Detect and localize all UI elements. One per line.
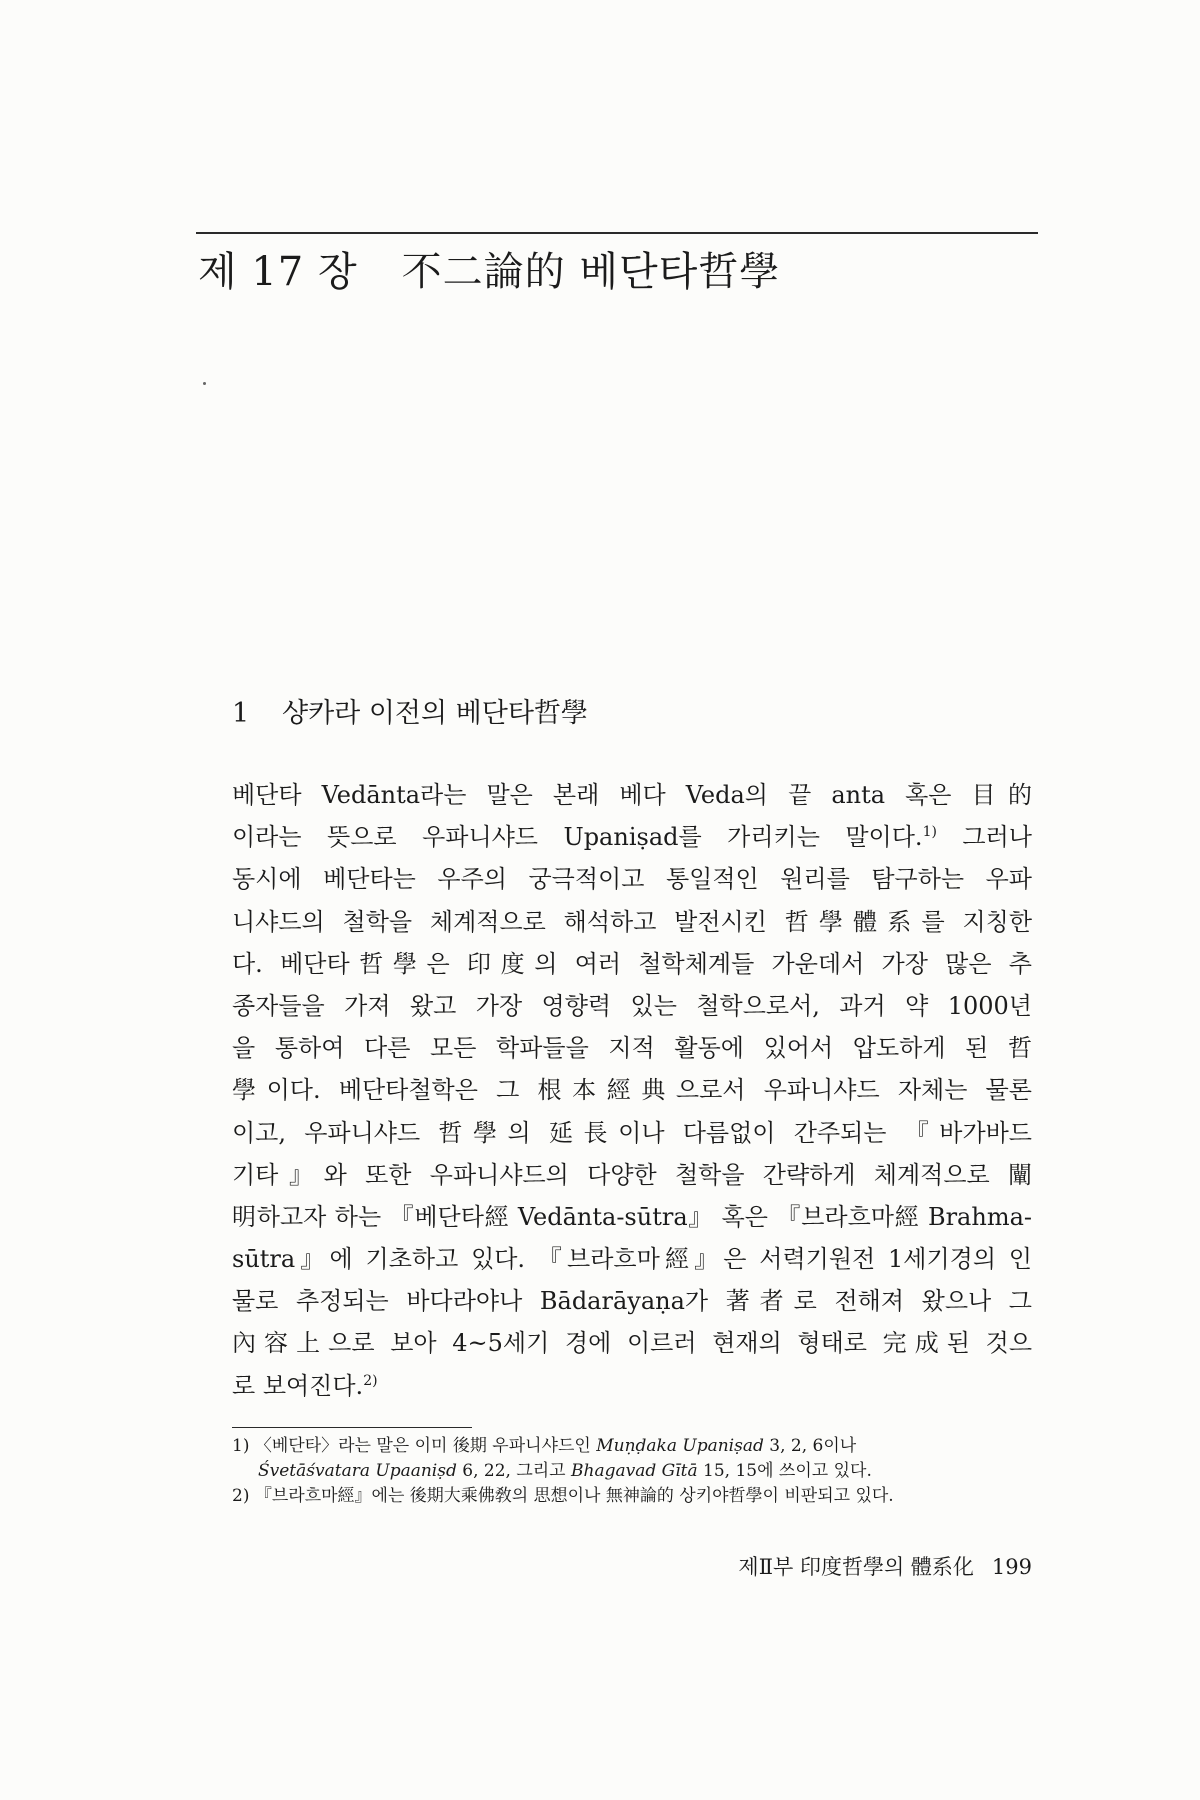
body-line-4: 니샤드의 철학을 체계적으로 해석하고 발전시킨 哲學體系를 지칭한 <box>232 907 1032 936</box>
body-line-13: 물로 추정되는 바다라야나 Bādarāyaṇa가 著者로 전해져 왔으나 그 <box>232 1287 1032 1316</box>
footnote-1-text-c: 6, 22, 그리고 <box>462 1461 566 1481</box>
footnote-1-title-2: Śvetāśvatara Upaaniṣd <box>258 1461 457 1481</box>
footer-part-title: 제Ⅱ부 印度哲學의 體系化 <box>738 1555 974 1579</box>
chapter-title: 不二論的 베단타哲學 <box>401 249 781 295</box>
body-line-2 <box>232 816 1032 858</box>
stray-dot <box>203 382 206 385</box>
footnote-rule <box>232 1427 472 1428</box>
footnote-1-line-1 <box>232 1434 1032 1459</box>
footnote-1-label: 1) <box>232 1436 250 1456</box>
chapter-number: 제 17 장 <box>198 249 358 295</box>
section-number: 1 <box>232 698 250 729</box>
footnote-1-line-2 <box>232 1459 1032 1484</box>
footnote-2 <box>232 1484 1032 1509</box>
body-line-3: 동시에 베단타는 우주의 궁극적이고 통일적인 원리를 탐구하는 우파 <box>232 865 1032 894</box>
body-line-11: 明하고자 하는 『베단타經 Vedānta-sūtra』 혹은 『브라흐마經 Brahma- <box>232 1202 1032 1231</box>
body-line-2-text: 이라는 뜻으로 우파니샤드 Upaniṣad를 가리키는 말이다. <box>232 823 923 852</box>
footnote-2-text: 『브라흐마經』에는 後期大乘佛敎의 思想이나 無神論的 상키야哲學이 비판되고 있다. <box>254 1486 894 1506</box>
footnote-1-title-3: Bhagavad Gītā <box>571 1461 698 1481</box>
chapter-heading <box>198 246 780 298</box>
footnotes <box>232 1434 1032 1509</box>
footnote-1-text-a: 〈베단타〉라는 말은 이미 後期 우파니샤드인 <box>254 1436 591 1456</box>
footnote-1-text-b: 3, 2, 6이나 <box>769 1436 857 1456</box>
body-line-10: 기타』와 또한 우파니샤드의 다양한 철학을 간략하게 체계적으로 闡 <box>232 1160 1032 1189</box>
body-paragraph <box>232 774 1032 1407</box>
section-heading <box>232 694 588 734</box>
running-footer <box>660 1552 1032 1582</box>
footnote-1-title-1: Muṇḍaka Upaniṣad <box>596 1436 764 1456</box>
body-line-5: 다. 베단타哲學은 印度의 여러 철학체계들 가운데서 가장 많은 추 <box>232 949 1032 978</box>
body-line-15 <box>232 1365 1032 1407</box>
body-line-7: 을 통하여 다른 모든 학파들을 지적 활동에 있어서 압도하게 된 哲 <box>232 1034 1032 1063</box>
body-line-8: 學이다. 베단타철학은 그 根本經典으로서 우파니샤드 자체는 물론 <box>232 1076 1032 1105</box>
section-title: 샹카라 이전의 베단타哲學 <box>282 698 588 729</box>
body-line-12: sūtra』에 기초하고 있다. 『브라흐마經』은 서력기원전 1세기경의 인 <box>232 1245 1032 1274</box>
body-line-1: 베단타 Vedānta라는 말은 본래 베다 Veda의 끝 anta 혹은 目的 <box>232 781 1032 809</box>
footnote-2-label: 2) <box>232 1486 250 1506</box>
footnote-1-text-d: 15, 15에 쓰이고 있다. <box>703 1461 872 1481</box>
body-line-14: 內容上으로 보아 4~5세기 경에 이르러 현재의 형태로 完成된 것으 <box>232 1329 1032 1358</box>
body-line-9: 이고, 우파니샤드 哲學의 延長이나 다름없이 간주되는 『바가바드 <box>232 1118 1032 1147</box>
body-line-6: 종자들을 가져 왔고 가장 영향력 있는 철학으로서, 과거 약 1000년 <box>232 991 1032 1020</box>
chapter-top-rule <box>196 232 1038 234</box>
body-line-15-text: 로 보여진다. <box>232 1371 364 1400</box>
page-number: 199 <box>991 1555 1032 1579</box>
footnote-ref-2: 2) <box>363 1372 378 1389</box>
footnote-ref-1: 1) <box>922 824 937 841</box>
body-line-2-tail: 그러나 <box>962 823 1032 852</box>
